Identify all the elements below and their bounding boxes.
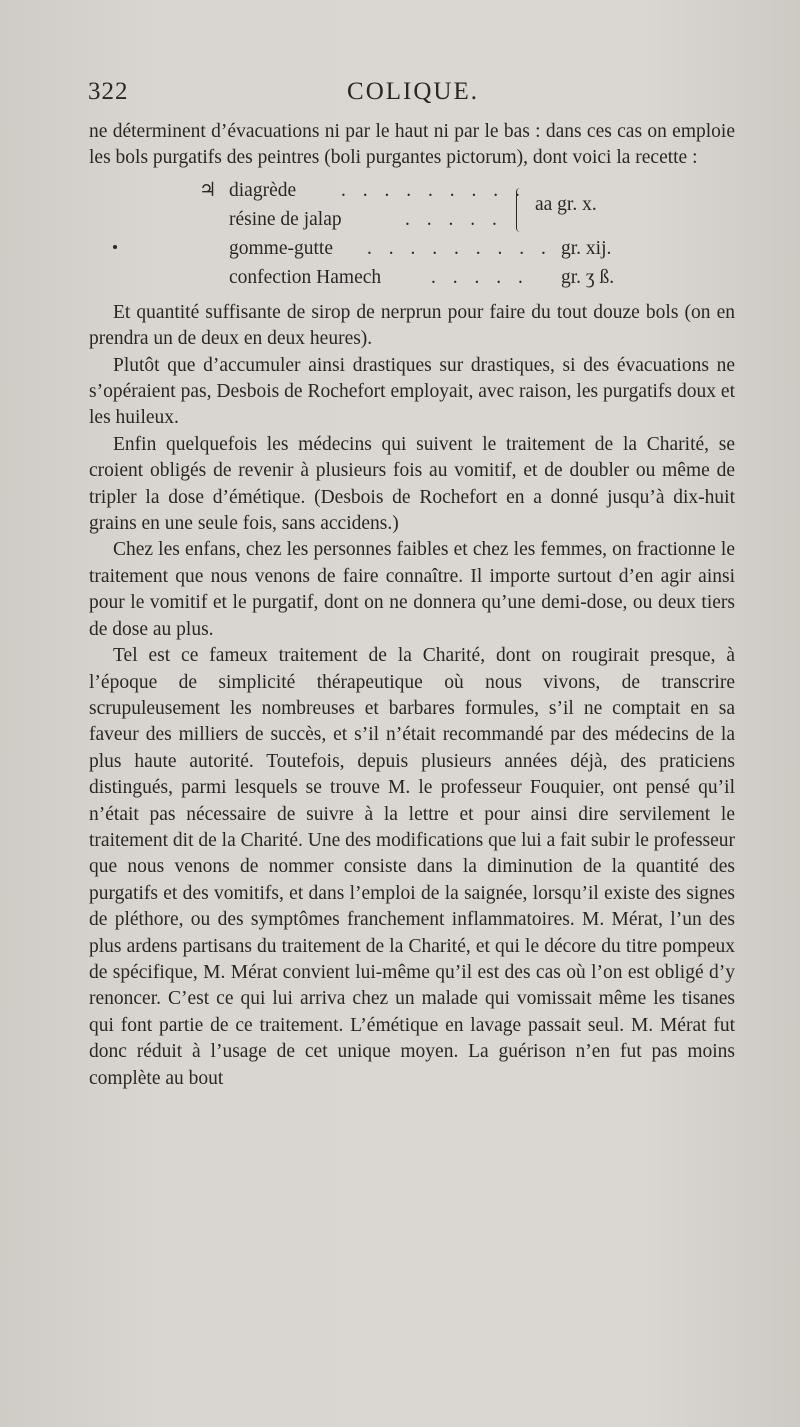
recipe-block	[89, 178, 735, 298]
recipe-line	[89, 236, 735, 263]
recipe-ingredient: gomme-gutte	[229, 237, 333, 259]
leader-dots: . . . . .	[431, 266, 529, 288]
recipe-quantity: gr. ʒ ß.	[561, 266, 615, 288]
brace-icon	[516, 188, 525, 232]
jupiter-recipe-icon: ♃	[199, 179, 217, 201]
recipe-ingredient: confection Hamech	[229, 266, 382, 288]
paragraph: Enfin quelquefois les médecins qui suivent le traitement de la Charité, se croient obligés de revenir à plusieurs fois au vomitif, et de doubler ou même de tripler la dose d’émétique. (Desbois de Rochefort en a donné jusqu’à dix-huit grains en une seule fois, sans accidens.)	[89, 433, 735, 535]
page-number: 322	[88, 78, 129, 105]
recipe-quantity: gr. xij.	[561, 237, 612, 259]
leader-dots: . . . . . . . . .	[341, 179, 526, 201]
paragraph: Tel est ce fameux traitement de la Charité, dont on rougirait presque, à l’époque de simplicité thérapeutique où nous vivons, de transcrire scrupuleusement les nombreuses et barbares formules, s’il ne comptait en sa faveur des milliers de succès, et s’il n’était recommandé par des médecins de la plus haute autorité. Toutefois, depuis plusieurs années déjà, des praticiens distingués, parmi lesquels se trouve M. le professeur Fouquier, ont pensé qu’il n’était pas nécessaire de suivre à la lettre et pour ainsi dire servilement le traitement dit de la Charité. Une des modifications que lui a fait subir le professeur que nous venons de nommer consiste dans la diminution de la quantité des purgatifs et des vomitifs, et dans l’emploi de la saignée, lorsqu’il existe des signes de pléthore, ou des symptômes franchement inflammatoires. M. Mérat, l’un des plus ardens partisans du traitement de la Charité, et qui le décore du titre pompeux de spécifique, M. Mérat convient lui-même qu’il est des cas où l’on est obligé d’y renoncer. C’est ce qui lui arriva chez un malade qui vomissait même les tisanes qui font partie de ce traitement. L’émétique en lavage passait seul. M. Mérat fut donc réduit à l’usage de cet unique moyen. La guérison n’en fut pas moins complète au bout	[89, 645, 736, 1089]
paragraph: Chez les enfans, chez les personnes faibles et chez les femmes, on fractionne le traitement que nous venons de faire connaître. Il importe surtout d’en agir ainsi pour le vomitif et le purgatif, dont on ne donnera qu’une demi-dose, ou deux tiers de dose au plus.	[89, 539, 735, 640]
recipe-line	[89, 265, 735, 292]
recipe-line	[89, 178, 735, 205]
intro-paragraph: ne déterminent d’évacuations ni par le haut ni par le bas : dans ces cas on emploie les bols purgatifs des peintres (boli purgantes pictorum), dont voici la recette :	[89, 121, 735, 169]
leader-dots: . . . . . . . . .	[367, 237, 552, 259]
page-header	[88, 78, 738, 114]
paragraph: Et quantité suffisante de sirop de nerprun pour faire du tout douze bols (on en prendra un de deux en deux heures).	[89, 301, 735, 350]
recipe-ingredient: diagrède	[229, 179, 297, 201]
recipe-ingredient: résine de jalap	[229, 208, 342, 230]
body-text	[89, 119, 735, 1092]
leader-dots: . . . . .	[405, 208, 503, 230]
paragraph: Plutôt que d’accumuler ainsi drastiques sur drastiques, si des évacuations ne s’opéraient pas, Desbois de Rochefort employait, avec raison, les purgatifs doux et les huileux.	[89, 354, 735, 429]
recipe-line	[89, 207, 735, 234]
running-title: COLIQUE.	[347, 78, 479, 105]
bullet-dot-icon	[113, 245, 117, 249]
recipe-quantity: aa gr. x.	[535, 193, 597, 215]
